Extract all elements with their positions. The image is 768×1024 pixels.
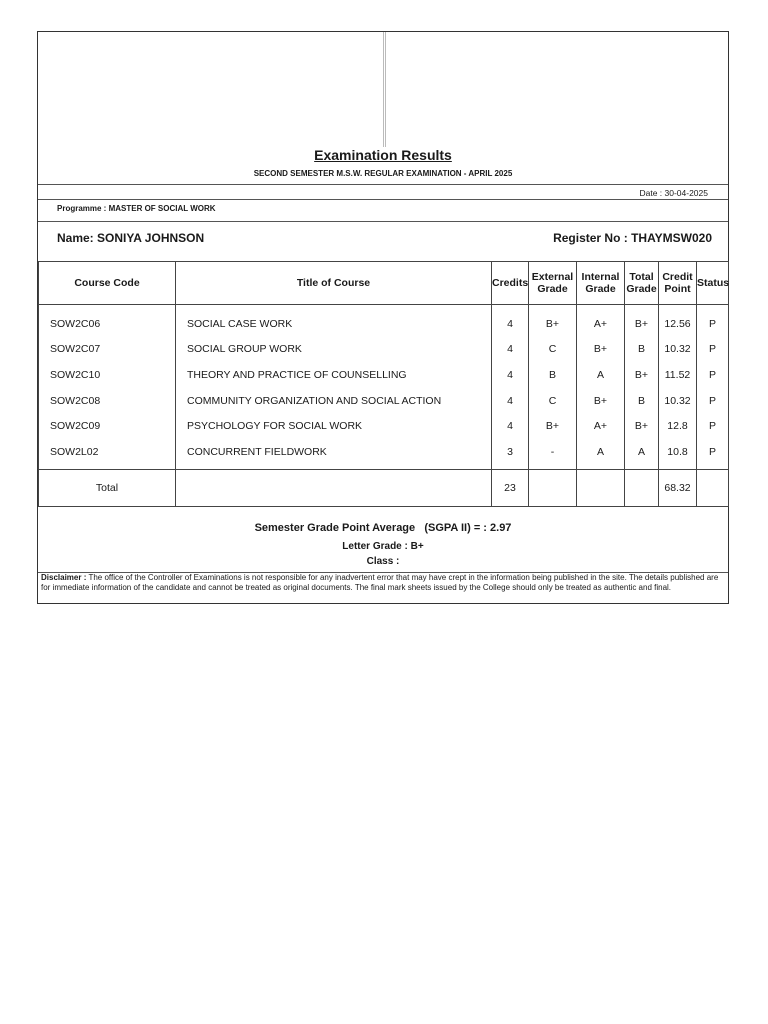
total-credit-point: 68.32: [659, 469, 697, 506]
results-table: [38, 261, 729, 507]
page-title: Examination Results: [314, 147, 452, 163]
total-label: Total: [39, 469, 176, 506]
col-external-grade: External Grade: [529, 262, 577, 305]
col-credit-point: Credit Point: [659, 262, 697, 305]
divider: [38, 199, 728, 200]
course-code: SOW2C10: [39, 362, 176, 388]
student-name: Name: SONIYA JOHNSON: [57, 231, 205, 245]
internal-grade: B+: [577, 388, 625, 414]
course-title: THEORY AND PRACTICE OF COUNSELLING: [176, 362, 492, 388]
external-grade: C: [529, 337, 577, 363]
course-title: CONCURRENT FIELDWORK: [176, 439, 492, 469]
total-grade-empty: [625, 469, 659, 506]
table-row: [39, 439, 729, 469]
internal-grade: B+: [577, 337, 625, 363]
course-status: P: [697, 413, 729, 439]
total-grade: B+: [625, 305, 659, 337]
course-code: SOW2C07: [39, 337, 176, 363]
external-grade: C: [529, 388, 577, 414]
total-title-empty: [176, 469, 492, 506]
credit-point: 10.8: [659, 439, 697, 469]
programme-label: Programme : MASTER OF SOCIAL WORK: [57, 204, 216, 213]
letter-grade: Letter Grade : B+: [342, 541, 424, 552]
course-credits: 4: [492, 305, 529, 337]
course-title: SOCIAL CASE WORK: [176, 305, 492, 337]
total-grade: B: [625, 337, 659, 363]
course-status: P: [697, 362, 729, 388]
course-credits: 3: [492, 439, 529, 469]
total-internal-empty: [577, 469, 625, 506]
course-title: COMMUNITY ORGANIZATION AND SOCIAL ACTION: [176, 388, 492, 414]
external-grade: B+: [529, 305, 577, 337]
credit-point: 12.8: [659, 413, 697, 439]
internal-grade: A: [577, 439, 625, 469]
header-divider: [383, 32, 386, 147]
col-status: Status: [697, 262, 729, 305]
course-title: SOCIAL GROUP WORK: [176, 337, 492, 363]
credit-point: 10.32: [659, 388, 697, 414]
course-credits: 4: [492, 413, 529, 439]
course-credits: 4: [492, 337, 529, 363]
register-number: Register No : THAYMSW020: [553, 231, 712, 245]
course-credits: 4: [492, 362, 529, 388]
disclaimer: [41, 573, 725, 593]
total-row: [39, 469, 729, 506]
table-header-row: [39, 262, 729, 305]
col-internal-grade: Internal Grade: [577, 262, 625, 305]
divider: [38, 184, 728, 185]
internal-grade: A: [577, 362, 625, 388]
course-status: P: [697, 305, 729, 337]
course-status: P: [697, 388, 729, 414]
col-credits: Credits: [492, 262, 529, 305]
class-line: Class :: [366, 556, 400, 567]
credit-point: 11.52: [659, 362, 697, 388]
external-grade: B: [529, 362, 577, 388]
course-code: SOW2C08: [39, 388, 176, 414]
course-code: SOW2C06: [39, 305, 176, 337]
disclaimer-label: Disclaimer :: [41, 573, 87, 582]
total-grade: B+: [625, 413, 659, 439]
result-sheet: [37, 31, 729, 604]
course-title: PSYCHOLOGY FOR SOCIAL WORK: [176, 413, 492, 439]
total-grade: B: [625, 388, 659, 414]
col-course-code: Course Code: [39, 262, 176, 305]
course-status: P: [697, 337, 729, 363]
sgpa-line: Semester Grade Point Average (SGPA II) = : 2.97: [254, 522, 512, 534]
divider: [38, 221, 728, 222]
table-row: [39, 362, 729, 388]
table-row: [39, 388, 729, 414]
external-grade: -: [529, 439, 577, 469]
col-course-title: Title of Course: [176, 262, 492, 305]
course-code: SOW2C09: [39, 413, 176, 439]
total-status-empty: [697, 469, 729, 506]
total-grade: A: [625, 439, 659, 469]
col-total-grade: Total Grade: [625, 262, 659, 305]
external-grade: B+: [529, 413, 577, 439]
total-external-empty: [529, 469, 577, 506]
course-code: SOW2L02: [39, 439, 176, 469]
internal-grade: A+: [577, 413, 625, 439]
internal-grade: A+: [577, 305, 625, 337]
total-grade: B+: [625, 362, 659, 388]
table-row: [39, 305, 729, 337]
result-date: Date : 30-04-2025: [639, 188, 708, 198]
credit-point: 12.56: [659, 305, 697, 337]
table-row: [39, 413, 729, 439]
table-row: [39, 337, 729, 363]
course-status: P: [697, 439, 729, 469]
credit-point: 10.32: [659, 337, 697, 363]
course-credits: 4: [492, 388, 529, 414]
disclaimer-text: The office of the Controller of Examinations is not responsible for any inadvertent error that may have crept in the information being published in the site. The details published are for immediate information of the candidate and cannot be treated as original documents. The final mark sheets issued by the College should only be treated as authentic and final.: [41, 573, 719, 592]
exam-subtitle: SECOND SEMESTER M.S.W. REGULAR EXAMINATION - APRIL 2025: [253, 169, 513, 178]
total-credits: 23: [492, 469, 529, 506]
